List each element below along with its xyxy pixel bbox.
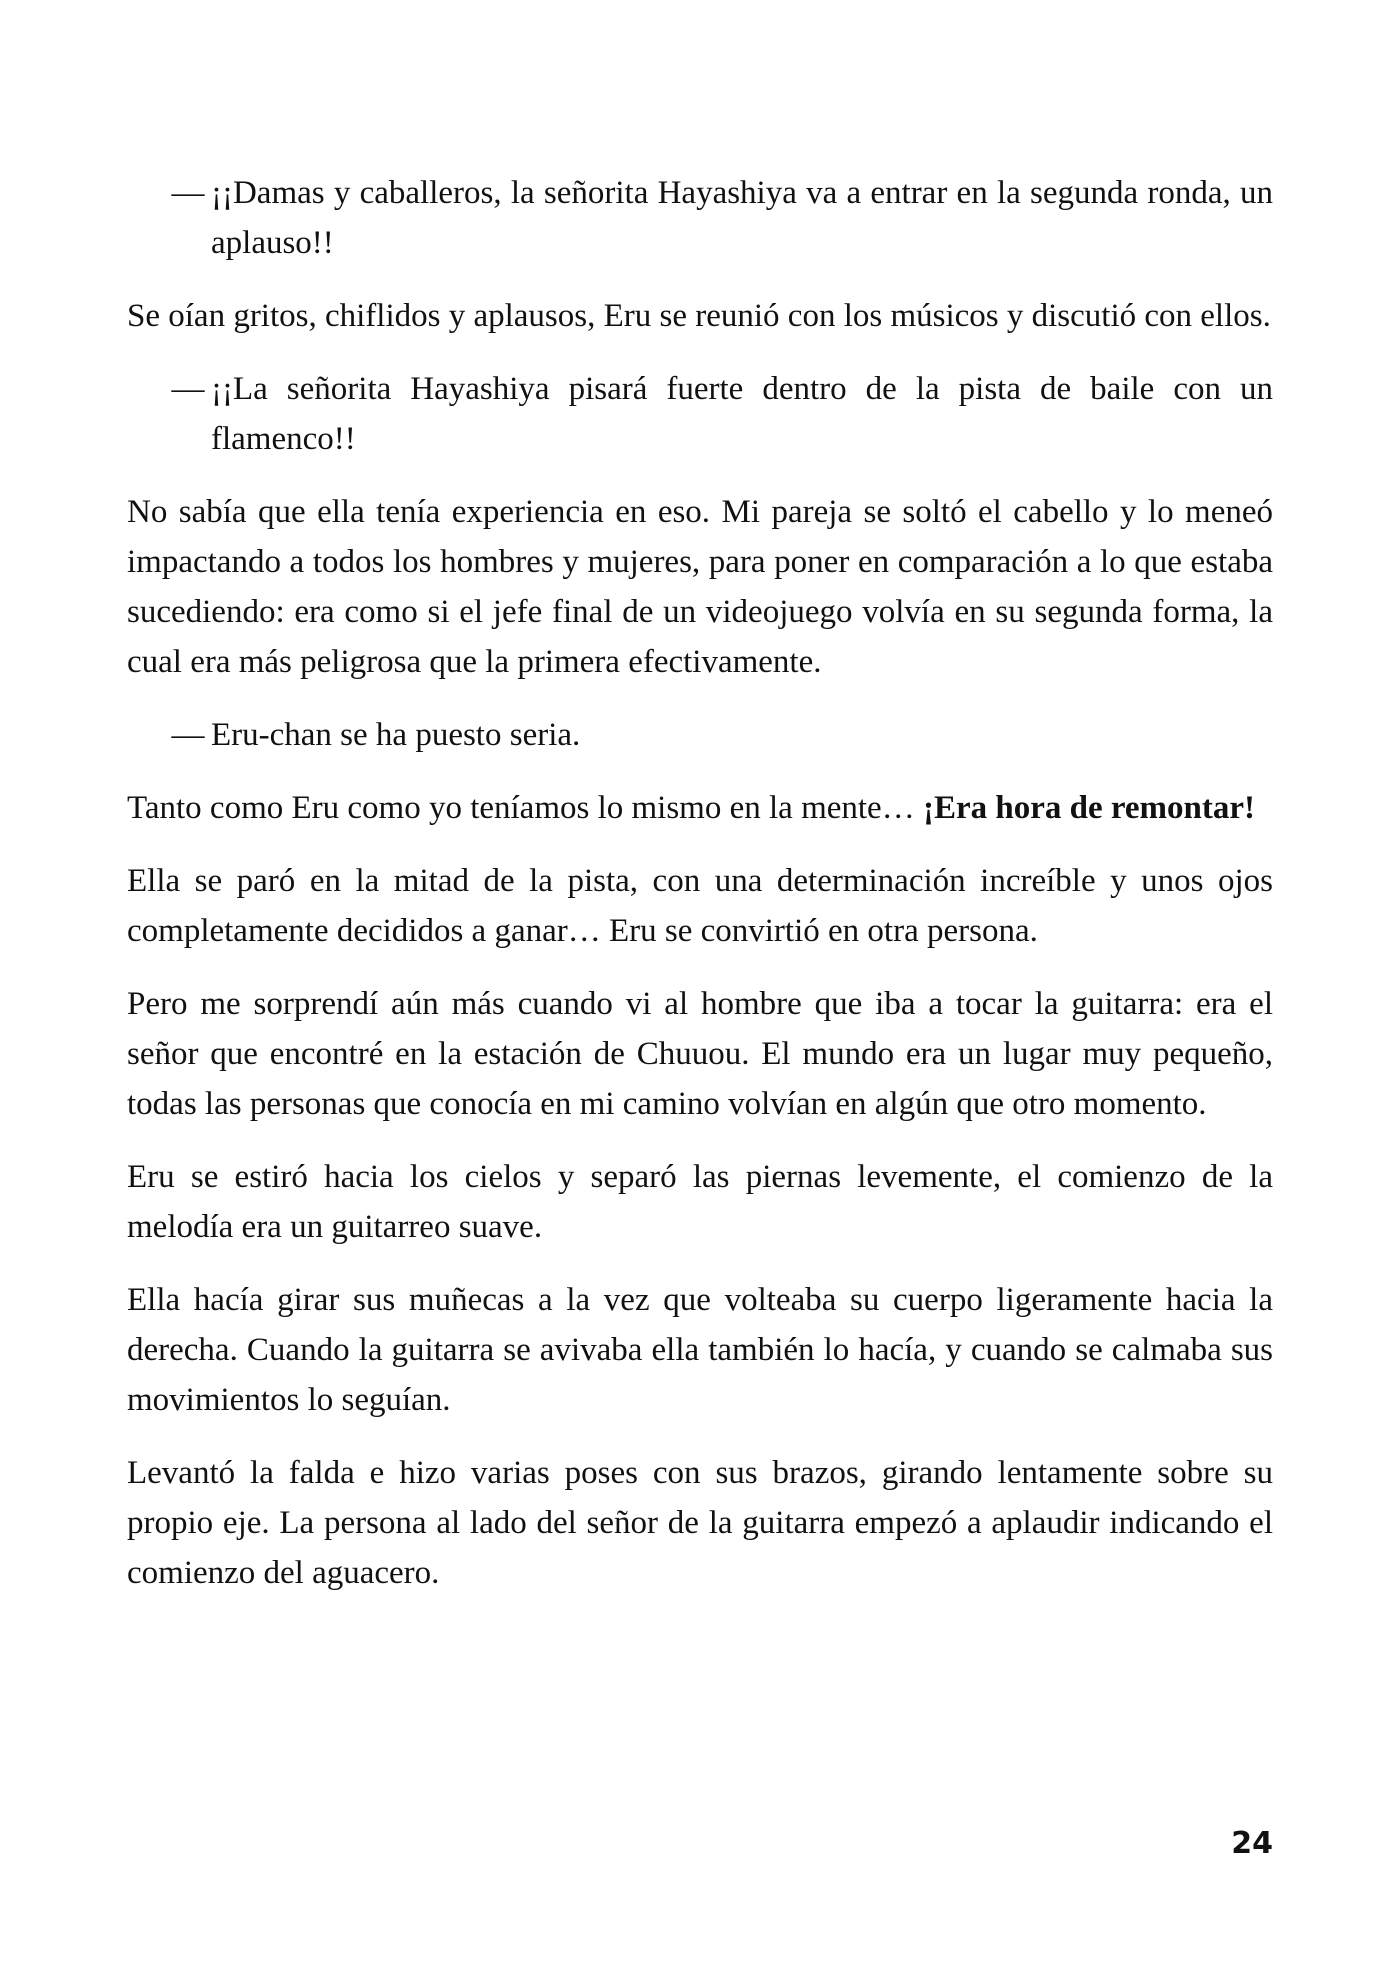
narration-paragraph-7: Ella hacía girar sus muñecas a la vez que volteaba su cuerpo ligeramente hacia la derecha. Cuando la guitarra se avivaba ella también lo hacía, y cuando se calmaba sus movimientos lo seguían. (127, 1282, 1273, 1418)
narration-text: Tanto como Eru como yo teníamos lo mismo en la mente… (127, 790, 923, 826)
page-number: 24 (1231, 1826, 1273, 1861)
emphasis-text: ¡Era hora de remontar! (922, 790, 1256, 826)
dialogue-paragraph-2 (127, 364, 1273, 464)
dialogue-dash: — (171, 717, 205, 753)
narration-paragraph-3 (127, 783, 1273, 833)
dialogue-dash: — (171, 371, 205, 407)
narration-paragraph-2: No sabía que ella tenía experiencia en eso. Mi pareja se soltó el cabello y lo meneó impactando a todos los hombres y mujeres, para poner en comparación a lo que estaba sucediendo: era como si el jefe final de un videojuego volvía en su segunda forma, la cual era más peligrosa que la primera efectivamente. (127, 494, 1273, 680)
dialogue-paragraph-3 (127, 710, 1273, 760)
text-column (127, 168, 1273, 1621)
dialogue-text: ¡¡La señorita Hayashiya pisará fuerte dentro de la pista de baile con un flamenco!! (211, 371, 1273, 457)
narration-paragraph-4: Ella se paró en la mitad de la pista, con una determinación increíble y unos ojos completamente decididos a ganar… Eru se convirtió en otra persona. (127, 863, 1273, 949)
narration-paragraph-6: Eru se estiró hacia los cielos y separó las piernas levemente, el comienzo de la melodía era un guitarreo suave. (127, 1159, 1273, 1245)
dialogue-dash: — (171, 175, 205, 211)
narration-paragraph-5: Pero me sorprendí aún más cuando vi al hombre que iba a tocar la guitarra: era el señor que encontré en la estación de Chuuou. El mundo era un lugar muy pequeño, todas las personas que conocía en mi camino volvían en algún que otro momento. (127, 986, 1273, 1122)
narration-paragraph-1: Se oían gritos, chiflidos y aplausos, Eru se reunió con los músicos y discutió con ellos. (127, 298, 1271, 334)
dialogue-text: ¡¡Damas y caballeros, la señorita Hayashiya va a entrar en la segunda ronda, un aplauso!! (211, 175, 1273, 261)
narration-paragraph-8: Levantó la falda e hizo varias poses con sus brazos, girando lentamente sobre su propio eje. La persona al lado del señor de la guitarra empezó a aplaudir indicando el comienzo del aguacero. (127, 1455, 1273, 1591)
dialogue-paragraph-1 (127, 168, 1273, 268)
dialogue-text: Eru-chan se ha puesto seria. (211, 717, 581, 753)
